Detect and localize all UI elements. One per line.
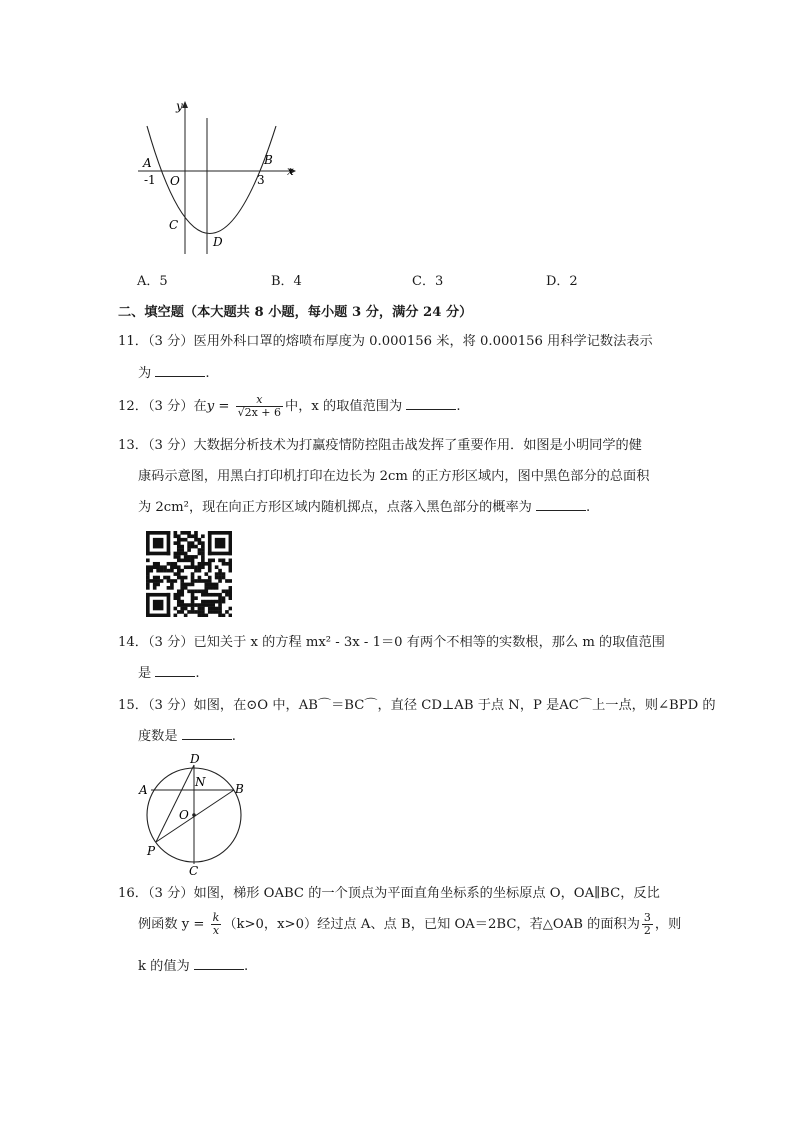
question-15-line1: 15．（3 分）如图，在⊙O 中，AB⌒＝BC⌒，直径 CD⊥AB 于点 N，P 是AC⌒上一点，则∠BPD 的 xyxy=(118,698,716,713)
answer-blank-11 xyxy=(155,364,205,377)
question-16-line3: k 的值为 . xyxy=(138,959,249,974)
label-a: A xyxy=(139,783,148,797)
y-axis-arrow-icon xyxy=(182,101,188,108)
y-axis-label: y xyxy=(176,99,183,113)
question-13-line2: 康码示意图，用黑白打印机打印在边长为 2cm 的正方形区域内，图中黑色部分的总面积 xyxy=(138,469,650,484)
question-13-line1: 13．（3 分）大数据分析技术为打赢疫情防控阻击战发挥了重要作用．如图是小明同学的健 xyxy=(118,438,642,453)
label-c: C xyxy=(189,864,199,877)
circle-figure xyxy=(134,752,254,877)
option-a: A．5 xyxy=(137,274,168,289)
section-title: 二、填空题（本大题共 8 小题，每小题 3 分，满分 24 分） xyxy=(118,305,473,320)
origin-label: O xyxy=(170,174,180,188)
q16-three-halves: $\frac{3}{2}$ xyxy=(643,911,651,937)
q11-line1: 11．（3 分）医用外科口罩的熔喷布厚度为 0.000156 米，将 0.000156 用科学记数法表示 xyxy=(118,334,653,349)
option-d: D．2 xyxy=(546,274,578,289)
line-pd xyxy=(156,765,194,842)
question-16-line1: 16．（3 分）如图，梯形 OABC 的一个顶点为平面直角坐标系的坐标原点 O，OA∥BC，反比 xyxy=(118,886,660,901)
question-11 xyxy=(118,332,678,352)
point-d-label: D xyxy=(213,235,223,249)
question-11-line2 xyxy=(138,364,698,384)
center-dot xyxy=(192,813,196,817)
answer-blank-16 xyxy=(194,957,244,970)
option-c: C．3 xyxy=(412,274,444,289)
option-b: B．4 xyxy=(271,274,302,289)
question-15-line2: 度数是 . xyxy=(138,729,236,744)
point-b-label: B xyxy=(264,153,273,167)
question-14-line2: 是 . xyxy=(138,666,200,681)
three-label: 3 xyxy=(257,173,265,187)
answer-blank-15 xyxy=(182,727,232,740)
q16-k-over-x: $\frac{k}{x}$ xyxy=(212,911,220,937)
question-12: 12．（3 分）在y = $\frac{x}{√2x + 6}$ 中，x 的取值范围为 . xyxy=(118,393,461,419)
label-o: O xyxy=(179,808,189,822)
label-p: P xyxy=(147,844,156,858)
x-axis-label: x xyxy=(287,164,294,178)
question-14-line1: 14．（3 分）已知关于 x 的方程 mx² - 3x - 1＝0 有两个不相等的实数根，那么 m 的取值范围 xyxy=(118,635,665,650)
parabola-graph xyxy=(130,96,310,256)
q12-fraction: $\frac{x}{√2x + 6}$ xyxy=(237,393,282,419)
neg-one-label: -1 xyxy=(144,173,156,187)
label-b: B xyxy=(235,782,244,796)
point-c-label: C xyxy=(169,218,179,232)
q11-line2: 为 xyxy=(138,366,156,381)
question-13-line3: 为 2cm²，现在向正方形区域内随机掷点，点落入黑色部分的概率为 . xyxy=(138,500,591,515)
answer-blank-14 xyxy=(155,664,195,677)
question-16-line2: 例函数 y = $\frac{k}{x}$ （k>0，x>0）经过点 A、点 B，已知 OA＝2BC，若△OAB 的面积为 $\frac{3}{2}$ ，则 xyxy=(138,911,682,937)
label-n: N xyxy=(195,775,206,789)
answer-blank-12 xyxy=(406,397,456,410)
q11-period: . xyxy=(205,366,210,381)
answer-blank-13 xyxy=(536,498,586,511)
qr-code-image xyxy=(146,531,232,617)
label-d: D xyxy=(190,752,200,766)
point-a-label: A xyxy=(143,156,152,170)
